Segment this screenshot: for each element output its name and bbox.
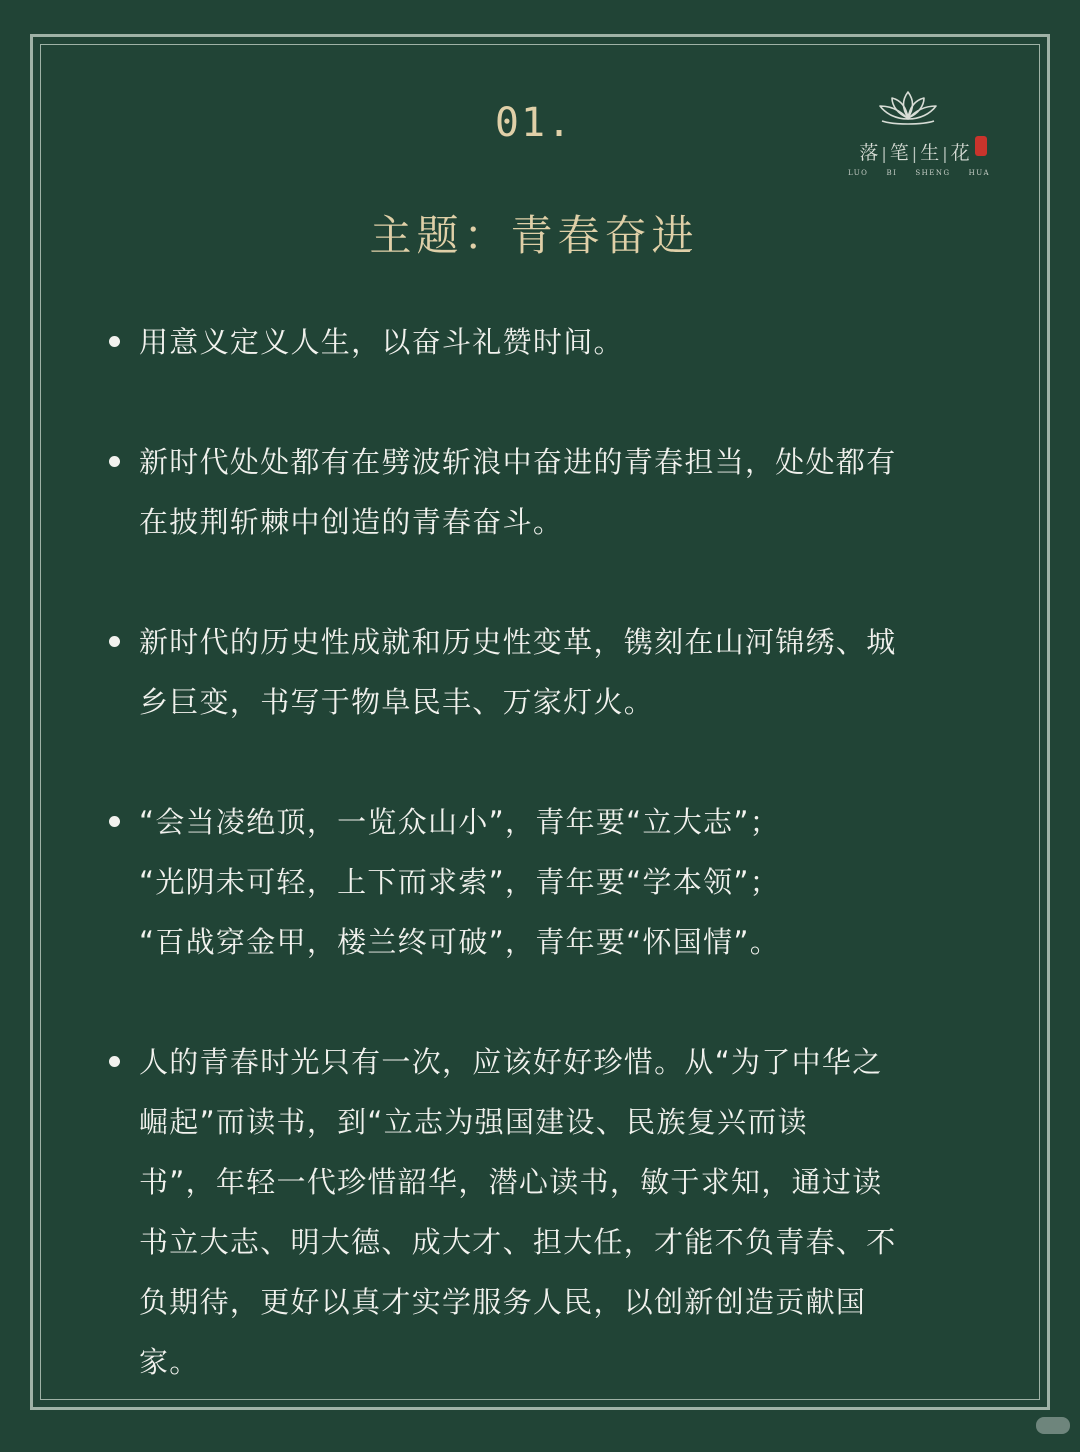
bullet-item	[105, 612, 995, 732]
bullet-line: 乡巨变，书写于物阜民丰、万家灯火。	[139, 685, 655, 719]
bullet-line: 负期待，更好以真才实学服务人民，以创新创造贡献国	[139, 1285, 867, 1319]
bullet-item	[105, 792, 995, 972]
bullet-line: “百战穿金甲，楼兰终可破”，青年要“怀国情”。	[139, 925, 780, 959]
bullet-line: 家。	[139, 1345, 200, 1379]
section-number: 01.	[494, 100, 574, 146]
bullet-line: 书”，年轻一代珍惜韶华，潜心读书，敏于求知，通过读	[139, 1165, 883, 1199]
bullet-dot	[109, 816, 120, 827]
logo-wordmark: 落 | 笔 | 生 | 花	[859, 142, 971, 164]
watermark-badge	[1036, 1417, 1070, 1434]
bullet-dot	[109, 1056, 120, 1067]
bullet-line: 用意义定义人生，以奋斗礼赞时间。	[139, 325, 624, 359]
bullet-line: “会当凌绝顶，一览众山小”，青年要“立大志”；	[139, 805, 780, 839]
bullet-item	[105, 312, 995, 372]
bullet-line: 在披荆斩棘中创造的青春奋斗。	[139, 505, 564, 539]
bullet-dot	[109, 336, 120, 347]
logo-seal-stamp	[975, 136, 987, 156]
lotus-icon	[840, 88, 990, 134]
bullet-line: 崛起”而读书，到“立志为强国建设、民族复兴而读	[139, 1105, 808, 1139]
bullet-list	[105, 312, 995, 1452]
bullet-dot	[109, 636, 120, 647]
bullet-line: 书立大志、明大德、成大才、担大任，才能不负青春、不	[139, 1225, 897, 1259]
bullet-dot	[109, 456, 120, 467]
logo-char: 笔	[889, 142, 910, 164]
logo-pinyin-item: SHENG	[915, 169, 951, 177]
bullet-item	[105, 1032, 995, 1392]
logo-pinyin-item: BI	[886, 169, 898, 177]
bullet-item	[105, 432, 995, 552]
logo-char: 花	[950, 142, 971, 164]
brand-logo	[840, 88, 990, 184]
logo-char: 落	[859, 142, 880, 164]
bullet-line: “光阴未可轻，上下而求索”，青年要“学本领”；	[139, 865, 780, 899]
bullet-line: 新时代的历史性成就和历史性变革，镌刻在山河锦绣、城	[139, 625, 897, 659]
bullet-line: 新时代处处都有在劈波斩浪中奋进的青春担当，处处都有	[139, 445, 897, 479]
logo-pinyin-item: HUA	[968, 169, 990, 177]
page-title: 主题：青春奋进	[369, 211, 699, 260]
logo-pinyin-item: LUO	[848, 169, 869, 177]
logo-pinyin	[848, 169, 990, 177]
logo-char: 生	[920, 142, 941, 164]
bullet-line: 人的青春时光只有一次，应该好好珍惜。从“为了中华之	[139, 1045, 883, 1079]
